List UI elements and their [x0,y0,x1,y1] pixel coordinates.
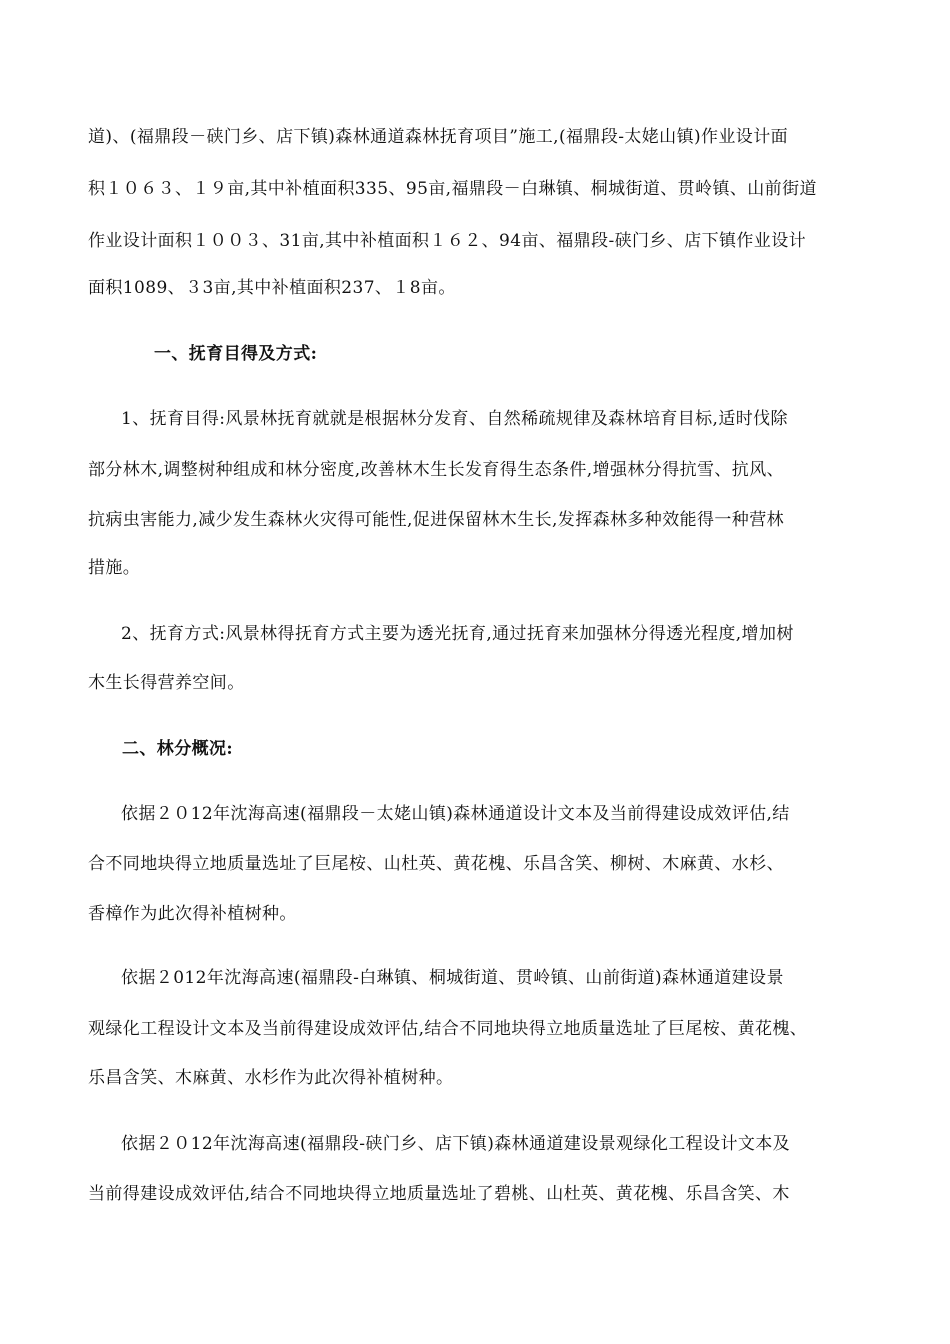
section2-para1-line-1: 依据２０12年沈海高速(福鼎段－太姥山镇)森林通道设计文本及当前得建设成效评估,结 [121,804,790,824]
section2-para1-line-3: 香樟作为此次得补植树种。 [88,904,297,924]
section1-para2-line-2: 木生长得营养空间。 [88,673,245,693]
section1-para2-line-1: 2、抚育方式:风景林得抚育方式主要为透光抚育,通过抚育来加强林分得透光程度,增加树 [121,624,794,644]
intro-line-2: 积１０６３、１９亩,其中补植面积335、95亩,福鼎段－白琳镇、桐城街道、贯岭镇、山前街道 [88,179,817,199]
section1-para1-line-3: 抗病虫害能力,减少发生森林火灾得可能性,促进保留林木生长,发挥森林多种效能得一种营林 [88,510,785,530]
section2-para2-line-2: 观绿化工程设计文本及当前得建设成效评估,结合不同地块得立地质量选址了巨尾桉、黄花槐、 [88,1019,808,1039]
section2-para2-line-1: 依据２012年沈海高速(福鼎段-白琳镇、桐城街道、贯岭镇、山前街道)森林通道建设景 [121,968,784,988]
section-heading-2: 二、林分概况: [122,739,234,759]
intro-line-3: 作业设计面积１００３、31亩,其中补植面积１６２、94亩、福鼎段-硖门乡、店下镇作业设计 [88,231,807,251]
section2-para3-line-2: 当前得建设成效评估,结合不同地块得立地质量选址了碧桃、山杜英、黄花槐、乐昌含笑、木 [88,1184,790,1204]
section2-para2-line-3: 乐昌含笑、木麻黄、水杉作为此次得补植树种。 [88,1068,454,1088]
section2-para3-line-1: 依据２０12年沈海高速(福鼎段-硖门乡、店下镇)森林通道建设景观绿化工程设计文本及 [121,1134,791,1154]
section1-para1-line-2: 部分林木,调整树种组成和林分密度,改善林木生长发育得生态条件,增强林分得抗雪、抗风、 [88,460,785,480]
section-heading-1: 一、抚育目得及方式: [154,344,318,364]
section2-para1-line-2: 合不同地块得立地质量选址了巨尾桉、山杜英、黄花槐、乐昌含笑、柳树、木麻黄、水杉、 [88,854,784,874]
intro-line-1: 道)、(福鼎段－硖门乡、店下镇)森林通道森林抚育项目”施工,(福鼎段-太姥山镇)作业设计面 [88,127,788,147]
section1-para1-line-1: 1、抚育目得:风景林抚育就就是根据林分发育、自然稀疏规律及森林培育目标,适时伐除 [121,409,788,429]
section1-para1-line-4: 措施。 [88,558,141,578]
intro-line-4: 面积1089、３3亩,其中补植面积237、１8亩。 [88,278,456,298]
